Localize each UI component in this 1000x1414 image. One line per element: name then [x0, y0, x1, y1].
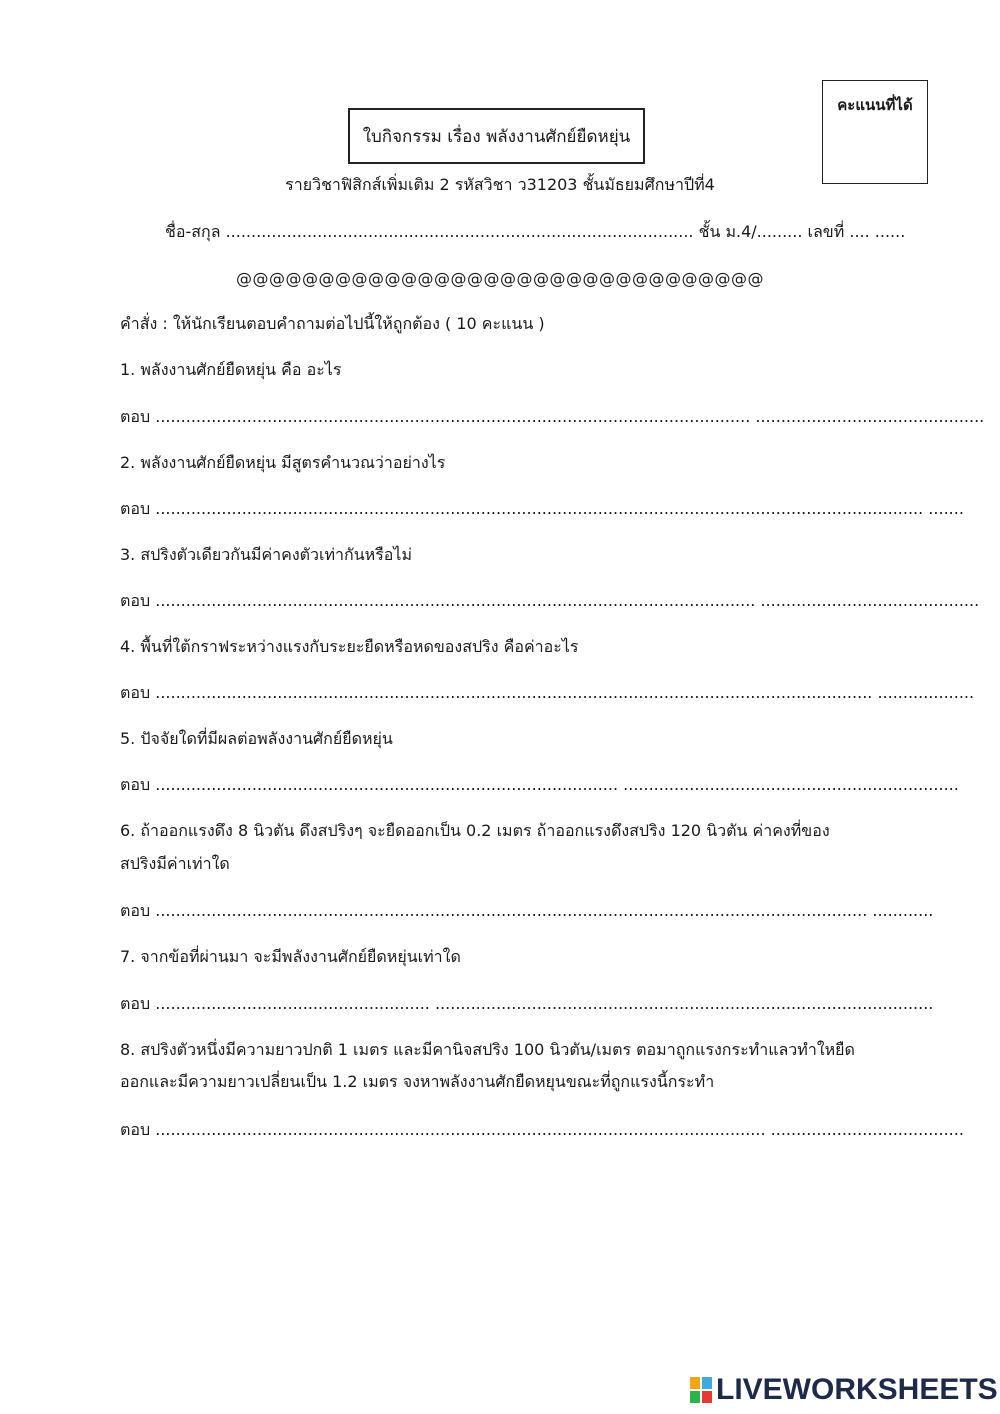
question-2: 2. พลังงานศักย์ยืดหยุ่น มีสูตรคำนวณว่าอย่างไร: [120, 453, 446, 472]
score-label: คะแนนที่ได้: [837, 96, 913, 114]
question-5: 5. ปัจจัยใดที่มีผลต่อพลังงานศักย์ยืดหยุ่น: [120, 729, 393, 748]
logo-square: [702, 1391, 712, 1403]
student-info-line[interactable]: ชื่อ-สกุล ............................................................................................ ชั้น ม.4/......... เลขที่ .... ......: [165, 222, 906, 241]
question-1: 1. พลังงานศักย์ยืดหยุ่น คือ อะไร: [120, 360, 342, 379]
question-6-line-1: 6. ถ้าออกแรงดึง 8 นิวตัน ดึงสปริงๆ จะยืดออกเป็น 0.2 เมตร ถ้าออกแรงดึงสปริง 120 นิวตัน ค่าคงที่ของ: [120, 821, 830, 840]
answer-line-6[interactable]: ตอบ ............................................................................................................................................ ............: [120, 901, 934, 920]
separator-line: @@@@@@@@@@@@@@@@@@@@@@@@@@@@@@@@: [236, 269, 764, 288]
liveworksheets-watermark: [690, 1370, 998, 1410]
answer-line-7[interactable]: ตอบ ...................................................... ..................................................................................................: [120, 994, 934, 1013]
logo-square: [690, 1391, 700, 1403]
watermark-text: LIVEWORKSHEETS: [716, 1373, 998, 1406]
answer-line-5[interactable]: ตอบ ........................................................................................... ..................................................................: [120, 775, 959, 794]
question-8-line-2: ออกและมีความยาวเปลี่ยนเป็น 1.2 เมตร จงหาพลังงานศักยืดหยุนขณะที่ถูกแรงนี้กระทำ: [120, 1072, 715, 1091]
logo-square: [702, 1377, 712, 1389]
instruction-text: คำสั่ง : ให้นักเรียนตอบคำถามต่อไปนี้ให้ถูกต้อง ( 10 คะแนน ): [120, 314, 545, 333]
liveworksheets-logo-icon: [690, 1377, 712, 1403]
question-7: 7. จากข้อที่ผ่านมา จะมีพลังงานศักย์ยืดหยุ่นเท่าใด: [120, 947, 461, 966]
answer-line-2[interactable]: ตอบ ....................................................................................................................................................... .......: [120, 499, 964, 518]
course-subtitle: รายวิชาฟิสิกส์เพิ่มเติม 2 รหัสวิชา ว31203 ชั้นมัธยมศึกษาปีที่4: [285, 175, 715, 194]
worksheet-title: ใบกิจกรรม เรื่อง พลังงานศักย์ยืดหยุ่น: [348, 108, 645, 164]
answer-line-4[interactable]: ตอบ ............................................................................................................................................. ...................: [120, 683, 975, 702]
score-box: [822, 80, 928, 184]
question-8-line-1: 8. สปริงตัวหนึ่งมีความยาวปกติ 1 เมตร และมีคานิจสปริง 100 นิวตัน/เมตร ตอมาถูกแรงกระทำแลวทำใหยืด: [120, 1040, 855, 1059]
answer-line-3[interactable]: ตอบ ...................................................................................................................... ...........................................: [120, 591, 980, 610]
question-4: 4. พื้นที่ใต้กราฟระหว่างแรงกับระยะยืดหรือหดของสปริง คือค่าอะไร: [120, 637, 579, 656]
question-6-line-2: สปริงมีค่าเท่าใด: [120, 854, 230, 873]
answer-line-8[interactable]: ตอบ ........................................................................................................................ ......................................: [120, 1120, 964, 1139]
question-3: 3. สปริงตัวเดียวกันมีค่าคงตัวเท่ากันหรือไม่: [120, 545, 412, 564]
answer-line-1[interactable]: ตอบ ..................................................................................................................... .............................................: [120, 407, 985, 426]
logo-square: [690, 1377, 700, 1389]
